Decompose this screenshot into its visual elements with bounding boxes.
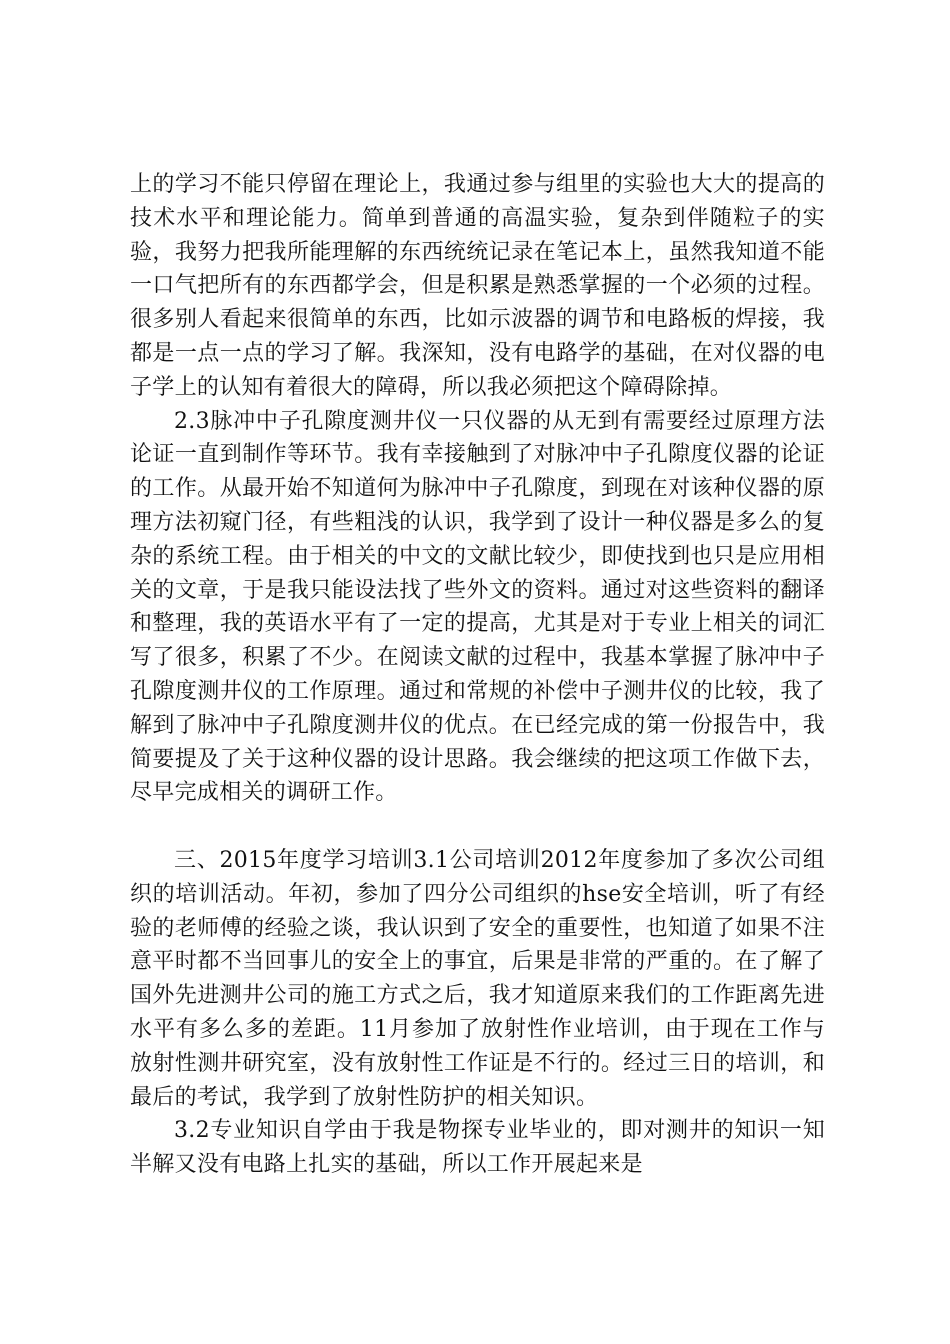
paragraph-continuation: 上的学习不能只停留在理论上，我通过参与组里的实验也大大的提高的技术水平和理论能力。简单到普通的高温实验，复杂到伴随粒子的实验，我努力把我所能理解的东西统统记录在笔记本上，虽然我知道不能一口气把所有的东西都学会，但是积累是熟悉掌握的一个必须的过程。很多别人看起来很简单的东西，比如示波器的调节和电路板的焊接，我都是一点一点的学习了解。我深知，没有电路学的基础，在对仪器的电子学上的认知有着很大的障碍，所以我必须把这个障碍除掉。 <box>130 172 825 400</box>
document-body <box>130 168 825 1182</box>
paragraph-pulsed-neutron-porosity: 2.3脉冲中子孔隙度测井仪一只仪器的从无到有需要经过原理方法论证一直到制作等环节。我有幸接触到了对脉冲中子孔隙度仪器的论证的工作。从最开始不知道何为脉冲中子孔隙度，到现在对该种仪器的原理方法初窥门径，有些粗浅的认识，我学到了设计一种仪器是多么的复杂的系统工程。由于相关的中文的文献比较少，即使找到也只是应用相关的文章，于是我只能设法找了些外文的资料。通过对这些资料的翻译和整理，我的英语水平有了一定的提高，尤其是对于专业上相关的词汇写了很多，积累了不少。在阅读文献的过程中，我基本掌握了脉冲中子孔隙度测井仪的工作原理。通过和常规的补偿中子测井仪的比较，我了解到了脉冲中子孔隙度测井仪的优点。在已经完成的第一份报告中，我简要提及了关于这种仪器的设计思路。我会继续的把这项工作做下去，尽早完成相关的调研工作。 <box>130 408 825 806</box>
paragraph-annual-training: 三、2015年度学习培训3.1公司培训2012年度参加了多次公司组织的培训活动。年初，参加了四分公司组织的hse安全培训，听了有经验的老师傅的经验之谈，我认识到了安全的重要性，也知道了如果不注意平时都不当回事儿的安全上的事宜，后果是非常的严重的。在了解了国外先进测井公司的施工方式之后，我才知道原来我们的工作距离先进水平有多么多的差距。11月参加了放射性作业培训，由于现在工作与放射性测井研究室，没有放射性工作证是不行的。经过三日的培训，和最后的考试，我学到了放射性防护的相关知识。 <box>130 847 825 1110</box>
paragraph-self-study: 3.2专业知识自学由于我是物探专业毕业的，即对测井的知识一知半解又没有电路上扎实的基础，所以工作开展起来是 <box>130 1118 825 1178</box>
